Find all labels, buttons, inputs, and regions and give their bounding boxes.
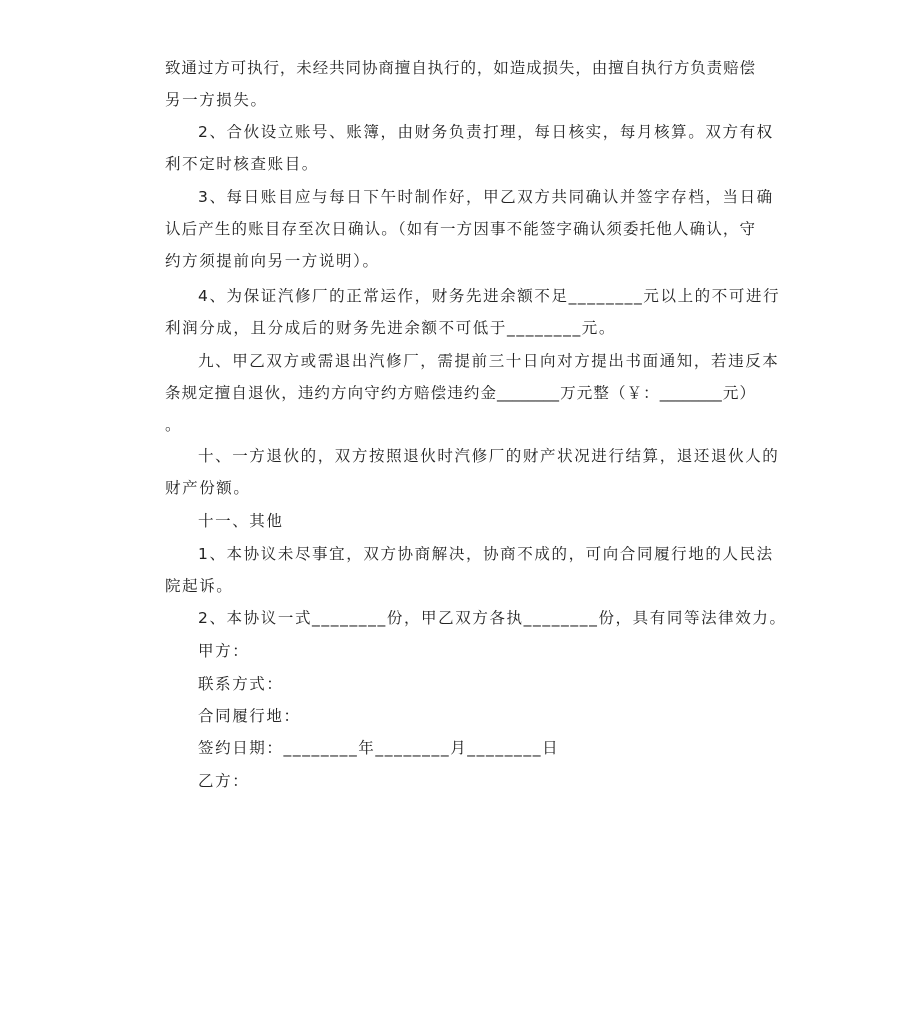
- text-line: 院起诉。: [165, 577, 234, 595]
- text-line: 2、本协议一式________份，甲乙双方各执________份，具有同等法律效力。: [198, 609, 787, 627]
- text-line: 条规定擅自退伙，违约方向守约方赔偿违约金________万元整（￥：________元）: [165, 384, 755, 402]
- text-line: 2、合伙设立账号、账簿，由财务负责打理，每日核实，每月核算。双方有权: [198, 123, 774, 141]
- text-line: 。: [165, 416, 183, 434]
- text-line: 十、一方退伙的，双方按照退伙时汽修厂的财产状况进行结算，退还退伙人的: [198, 447, 780, 465]
- text-line: 1、本协议未尽事宜，双方协商解决，协商不成的，可向合同履行地的人民法: [198, 545, 774, 563]
- text-line: 另一方损失。: [165, 91, 268, 109]
- text-line: 九、甲乙双方或需退出汽修厂，需提前三十日向对方提出书面通知，若违反本: [198, 352, 780, 370]
- text-line: 利润分成，且分成后的财务先进余额不可低于________元。: [165, 319, 617, 337]
- party-a-label: 甲方：: [198, 642, 250, 660]
- text-line: 4、为保证汽修厂的正常运作，财务先进余额不足________元以上的不可进行: [198, 287, 781, 305]
- party-b-label: 乙方：: [198, 772, 250, 790]
- text-line: 财产份额。: [165, 479, 251, 497]
- place-of-performance-label: 合同履行地：: [198, 707, 301, 725]
- contact-label: 联系方式：: [198, 675, 284, 693]
- section-heading: 十一、其他: [198, 512, 284, 530]
- text-line: 3、每日账目应与每日下午时制作好，甲乙双方共同确认并签字存档，当日确: [198, 188, 774, 206]
- text-line: 认后产生的账目存至次日确认。（如有一方因事不能签字确认须委托他人确认，守: [165, 220, 755, 238]
- text-line: 约方须提前向另一方说明）。: [165, 252, 380, 270]
- signing-date-label: 签约日期：________年________月________日: [198, 739, 560, 757]
- text-line: 利不定时核查账目。: [165, 155, 319, 173]
- text-line: 致通过方可执行，未经共同协商擅自执行的，如造成损失，由擅自执行方负责赔偿: [165, 59, 755, 77]
